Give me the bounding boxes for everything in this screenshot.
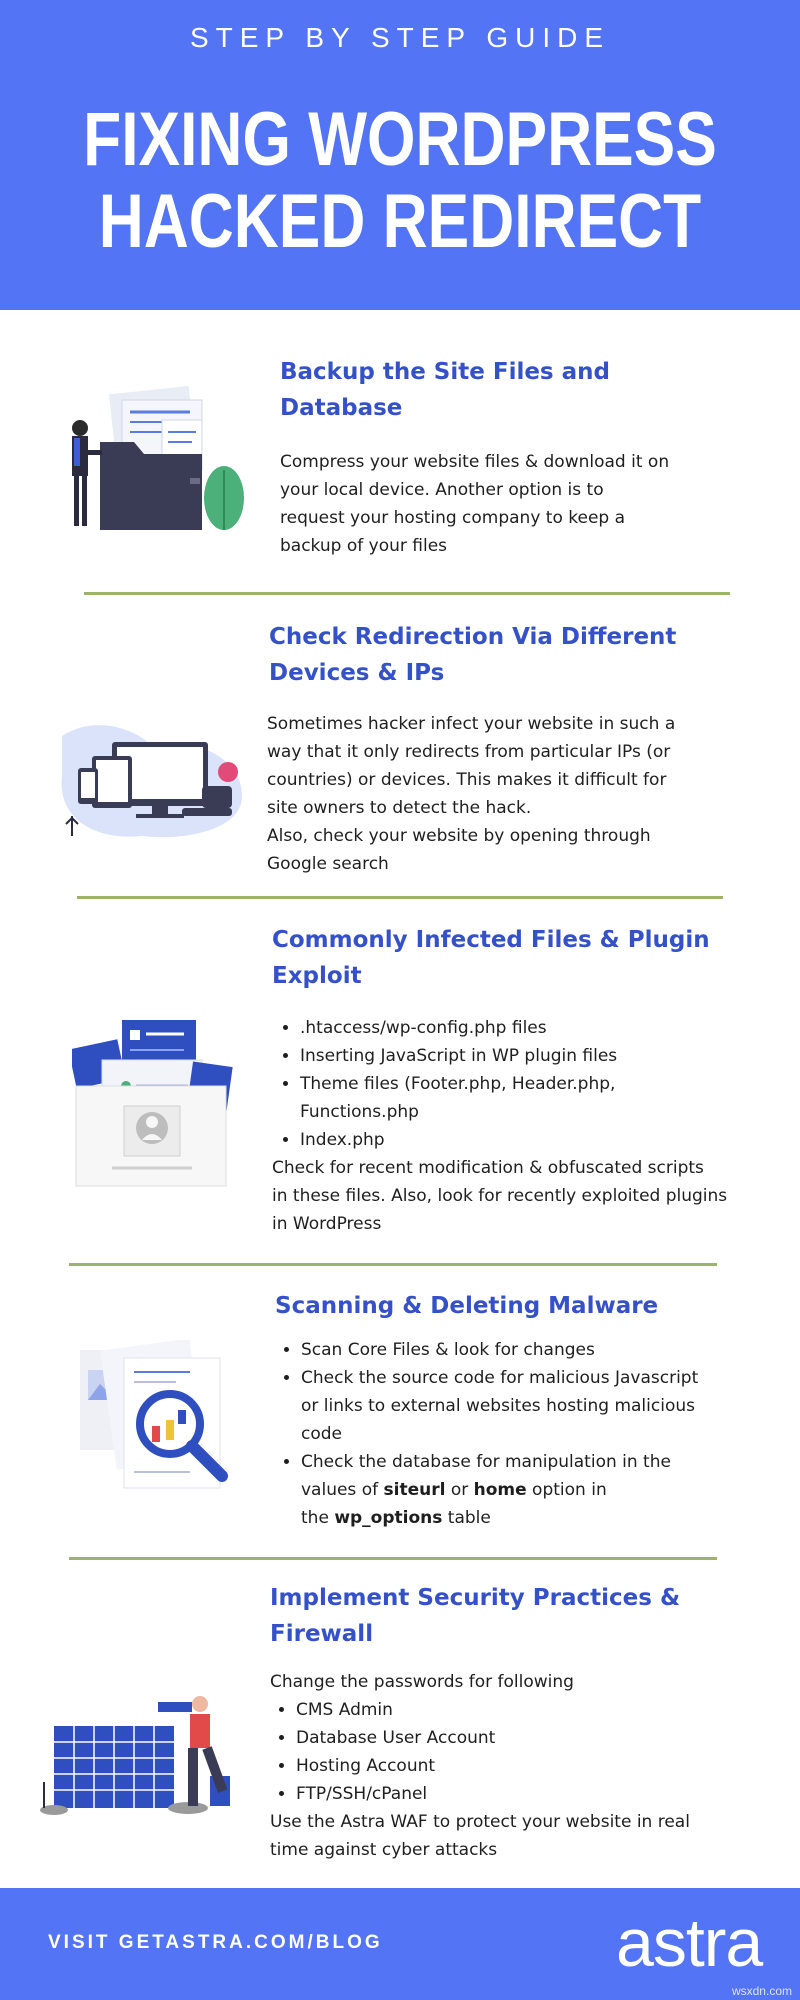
body-line: Sometimes hacker infect your website in such a: [267, 714, 676, 734]
body-line: way that it only redirects from particular IPs (or: [267, 742, 671, 762]
magnifier-scan-illustration: [80, 1340, 250, 1500]
astra-logo: astra: [616, 1905, 763, 1981]
bullet-list: [273, 1336, 698, 1532]
page-title-line-2: HACKED REDIRECT: [98, 179, 702, 264]
section-divider: [69, 1557, 717, 1560]
section-title-line: Implement Security Practices &: [270, 1585, 681, 1611]
section-title: [280, 354, 610, 426]
bullet-list: [270, 1696, 690, 1808]
section-title-line: Database: [280, 395, 403, 421]
list-item-continuation: [301, 1504, 698, 1532]
body-line: Compress your website files & download it on: [280, 452, 670, 472]
list-item: • CMS Admin: [296, 1696, 690, 1724]
header-banner: [0, 0, 800, 310]
body-line: Change the passwords for following: [270, 1672, 574, 1692]
body-line: in WordPress: [272, 1214, 382, 1234]
home-term: home: [473, 1480, 527, 1500]
list-item-continuation: [301, 1476, 698, 1504]
section-body: [270, 1668, 690, 1864]
section-title-line: Devices & IPs: [269, 660, 445, 686]
section-title-line: Firewall: [270, 1621, 374, 1647]
text-fragment: the: [301, 1508, 335, 1528]
siteurl-term: siteurl: [383, 1480, 446, 1500]
page-title-line-1: FIXING WORDPRESS: [83, 97, 717, 182]
footer-banner: [0, 1888, 800, 2000]
header-kicker: STEP BY STEP GUIDE: [189, 22, 611, 53]
section-title: [269, 619, 676, 691]
list-item: • Theme files (Footer.php, Header.php,: [300, 1070, 727, 1098]
footer-blog-link[interactable]: VISIT GETASTRA.COM/BLOG: [48, 1932, 383, 1953]
section-title: [270, 1580, 680, 1652]
section-title-line: Exploit: [272, 963, 362, 989]
body-line: time against cyber attacks: [270, 1840, 498, 1860]
body-line: Google search: [267, 854, 389, 874]
body-line: in these files. Also, look for recently exploited plugins: [272, 1186, 728, 1206]
body-line: countries) or devices. This makes it difficult for: [267, 770, 667, 790]
section-title: Scanning & Deleting Malware: [275, 1293, 659, 1319]
list-item: • Scan Core Files & look for changes: [301, 1336, 698, 1364]
section-body: [273, 1336, 698, 1532]
body-line: backup of your files: [280, 536, 448, 556]
bullet-list: [272, 1014, 727, 1154]
list-item: • Inserting JavaScript in WP plugin files: [300, 1042, 727, 1070]
section-body: [267, 710, 675, 878]
list-item: • Check the database for manipulation in the: [301, 1448, 698, 1476]
section-title: [272, 922, 710, 994]
section-title-line: Backup the Site Files and: [280, 359, 610, 385]
body-line: Use the Astra WAF to protect your website in real: [270, 1812, 690, 1832]
list-item: • Check the source code for malicious Javascript: [301, 1364, 698, 1392]
list-item: • Hosting Account: [296, 1752, 690, 1780]
section-divider: [84, 592, 730, 595]
text-fragment: option in: [526, 1480, 607, 1500]
section-title-line: Check Redirection Via Different: [269, 624, 677, 650]
section-title-line: Commonly Infected Files & Plugin: [272, 927, 710, 953]
list-item-continuation: code: [301, 1424, 342, 1444]
section-divider: [77, 896, 723, 899]
list-item-continuation: Functions.php: [300, 1102, 419, 1122]
watermark: wsxdn.com: [731, 1984, 792, 1998]
section-divider: [69, 1263, 717, 1266]
wp-options-term: wp_options: [334, 1508, 443, 1528]
text-fragment: values of: [301, 1480, 384, 1500]
firewall-illustration: [38, 1690, 238, 1820]
body-line: request your hosting company to keep a: [280, 508, 626, 528]
body-line: site owners to detect the hack.: [267, 798, 532, 818]
list-item-continuation: or links to external websites hosting malicious: [301, 1396, 695, 1416]
list-item: • Index.php: [300, 1126, 727, 1154]
infected-files-illustration: [72, 1016, 242, 1191]
text-fragment: table: [442, 1508, 491, 1528]
text-fragment: or: [445, 1480, 474, 1500]
section-body: [280, 448, 669, 560]
list-item: • FTP/SSH/cPanel: [296, 1780, 690, 1808]
body-line: your local device. Another option is to: [280, 480, 604, 500]
folder-backup-illustration: [62, 380, 252, 550]
list-item: • .htaccess/wp-config.php files: [300, 1014, 727, 1042]
devices-illustration: [52, 716, 252, 846]
section-body: [272, 1014, 727, 1238]
body-line: Check for recent modification & obfuscated scripts: [272, 1158, 704, 1178]
body-line: Also, check your website by opening through: [267, 826, 651, 846]
list-item: • Database User Account: [296, 1724, 690, 1752]
